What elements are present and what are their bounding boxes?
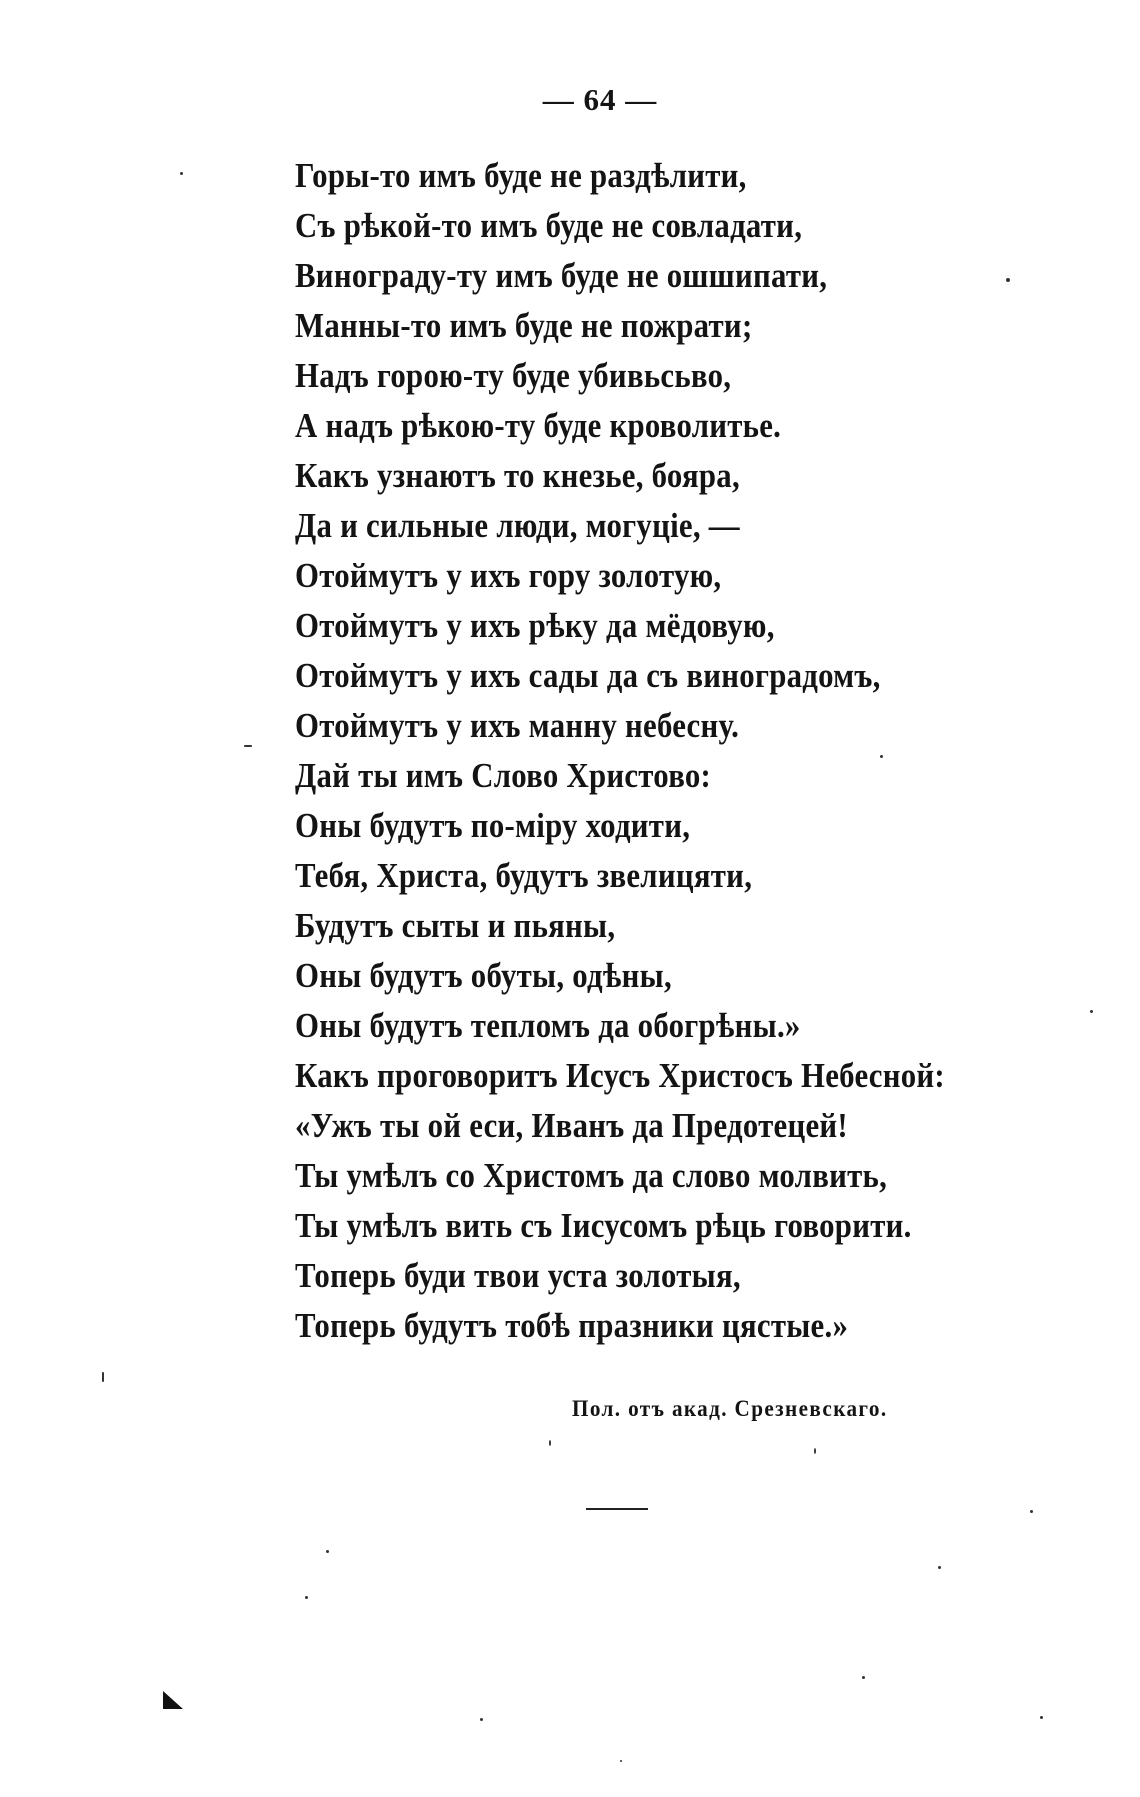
poem-line: Отоймутъ у ихъ рѣку да мёдовую, xyxy=(295,606,775,645)
source-attribution: Пол. отъ акад. Срезневскаго. xyxy=(572,1396,888,1421)
poem-line: Оны будутъ по-міру ходити, xyxy=(295,806,691,845)
poem-line: Горы-то имъ буде не раздѣлити, xyxy=(295,156,747,195)
poem-line: Надъ горою-ту буде убивьсьво, xyxy=(295,356,732,395)
scan-speck xyxy=(102,1372,104,1382)
poem-line: Ты умѣлъ вить съ Іисусомъ рѣць говорити. xyxy=(295,1206,912,1245)
scan-speck xyxy=(480,1718,483,1721)
poem-line: Дай ты имъ Слово Христово: xyxy=(295,756,712,795)
scan-speck xyxy=(1006,278,1010,282)
scan-speck xyxy=(180,172,183,175)
poem-line: Какъ проговоритъ Исусъ Христосъ Небесной: xyxy=(295,1056,945,1095)
poem-line: Отоймутъ у ихъ сады да съ виноградомъ, xyxy=(295,656,881,695)
poem-line: Манны-то имъ буде не пожрати; xyxy=(295,306,753,345)
corner-mark xyxy=(163,1691,183,1709)
page-number: — 64 — xyxy=(542,82,658,117)
poem-line: Съ рѣкой-то имъ буде не совладати, xyxy=(295,206,803,245)
scan-speck xyxy=(244,745,252,747)
poem-line: «Ужъ ты ой еси, Иванъ да Предотецей! xyxy=(295,1106,848,1145)
scan-speck xyxy=(305,1596,308,1599)
poem-line: Оны будутъ обуты, одѣны, xyxy=(295,956,672,995)
poem-line: Ты умѣлъ со Христомъ да слово молвить, xyxy=(295,1156,888,1195)
poem-line: Оны будутъ тепломъ да обогрѣны.» xyxy=(295,1006,801,1045)
scan-speck xyxy=(880,755,883,758)
end-divider xyxy=(586,1508,648,1510)
poem-text xyxy=(295,151,1034,1351)
scan-speck xyxy=(1040,1716,1043,1719)
poem-line: Будутъ сыты и пьяны, xyxy=(295,906,616,945)
scan-speck xyxy=(1030,1510,1033,1513)
scan-speck xyxy=(620,1760,622,1762)
poem-line: А надъ рѣкою-ту буде кроволитье. xyxy=(295,406,782,445)
scan-speck xyxy=(862,1676,865,1679)
scan-speck xyxy=(1090,1010,1093,1013)
scan-speck xyxy=(814,1448,816,1454)
poem-line: Тебя, Христа, будутъ звелицяти, xyxy=(295,856,753,895)
poem-line: Отоймутъ у ихъ манну небесну. xyxy=(295,706,740,745)
poem-line: Отоймутъ у ихъ гору золотую, xyxy=(295,556,722,595)
poem-line: Топерь буди твои уста золотыя, xyxy=(295,1256,741,1295)
poem-line: Винограду-ту имъ буде не ошшипати, xyxy=(295,256,828,295)
scan-speck xyxy=(326,1550,329,1553)
poem-line: Топерь будутъ тобѣ празники цястые.» xyxy=(295,1306,849,1345)
scan-speck xyxy=(938,1566,941,1569)
poem-line: Какъ узнаютъ то кнезье, бояра, xyxy=(295,456,740,495)
poem-line: Да и сильные люди, могуціе, — xyxy=(295,506,740,545)
scan-speck xyxy=(549,1440,551,1446)
